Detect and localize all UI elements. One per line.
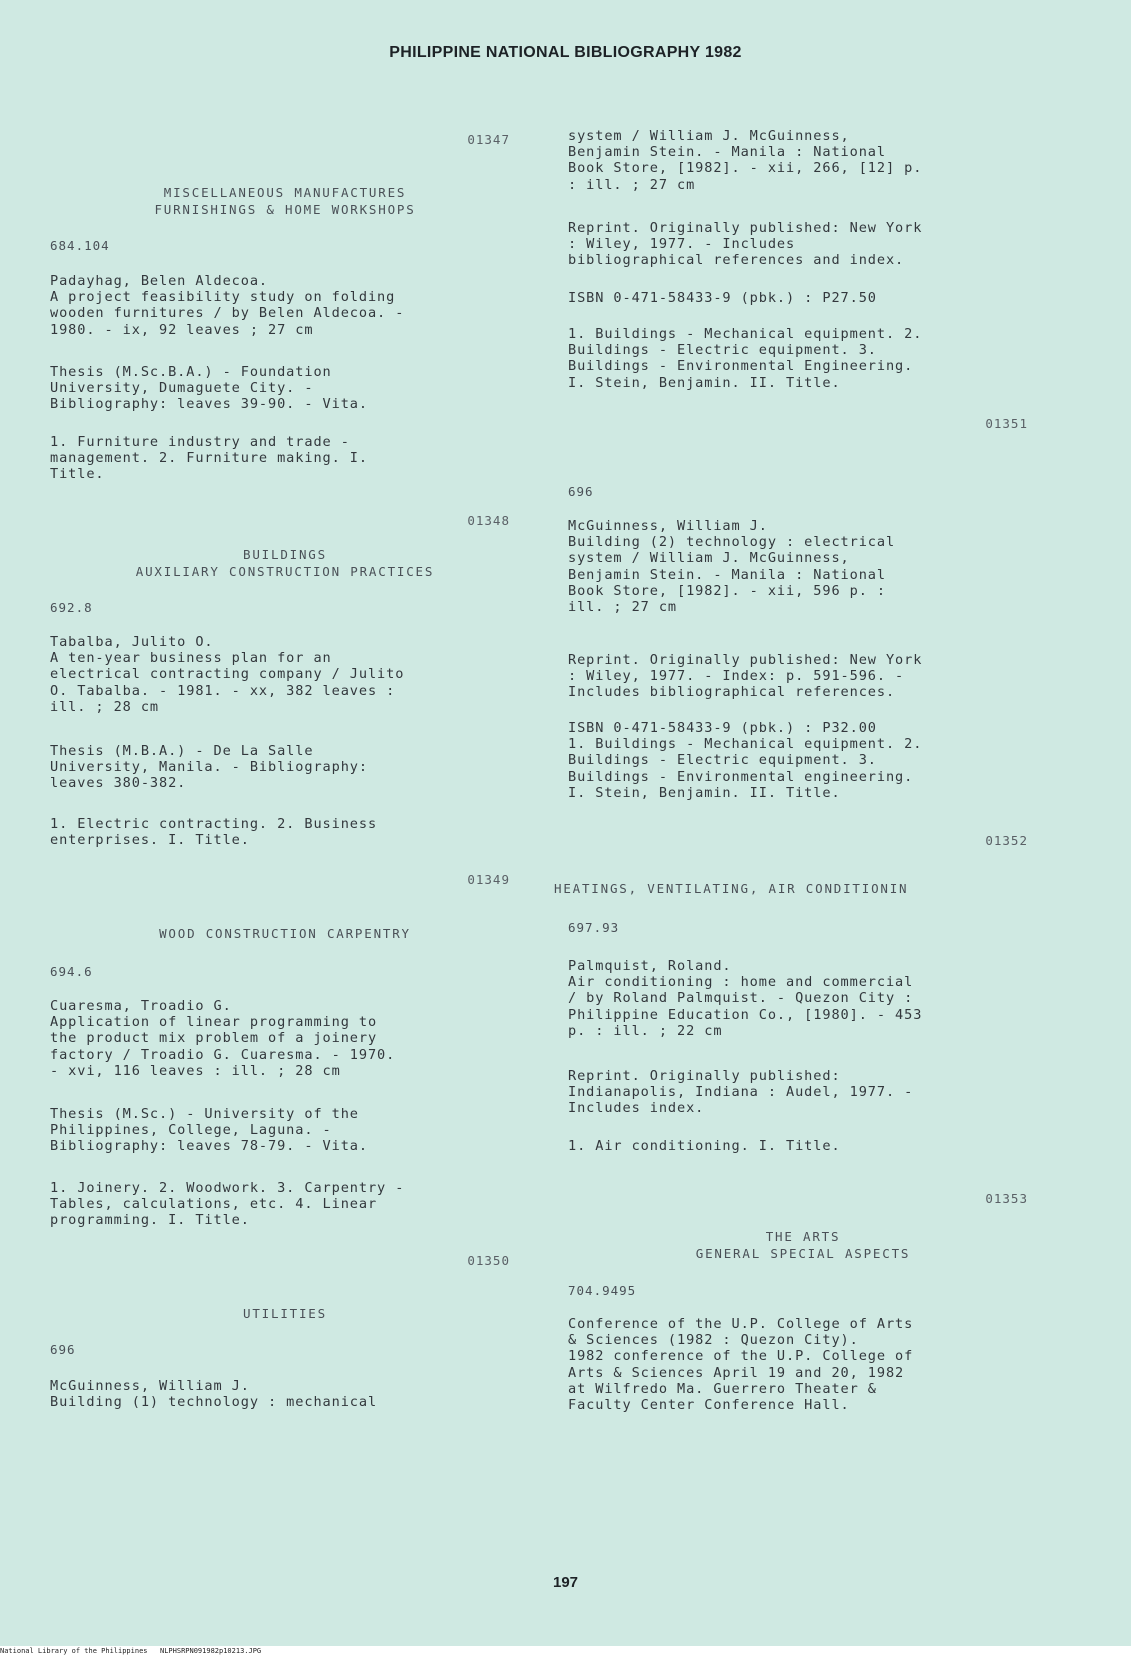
entry-number: 01347 bbox=[467, 132, 510, 147]
entry-main: Conference of the U.P. College of Arts & Sciences (1982 : Quezon City). 1982 conference of the U.P. College of Arts & Sciences April 19 and 20, 1982 at Wilfredo Ma. Guerrero Theater & Faculty Center Conference Hall. bbox=[568, 1316, 914, 1414]
entry-number: 01352 bbox=[985, 833, 1028, 848]
entry-note: Reprint. Originally published: New York : Wiley, 1977. - Includes bibliographical references and index. bbox=[568, 220, 923, 269]
heading-line: UTILITIES bbox=[243, 1306, 327, 1321]
class-number: 697.93 bbox=[568, 920, 620, 935]
section-heading bbox=[50, 1305, 520, 1322]
heading-line: HEATINGS, VENTILATING, AIR CONDITIONIN bbox=[554, 881, 909, 896]
entry-main: Cuaresma, Troadio G. Application of linear programming to the product mix problem of a joinery factory / Troadio G. Cuaresma. - 1970. - xvi, 116 leaves : ill. ; 28 cm bbox=[50, 998, 396, 1079]
page-title: PHILIPPINE NATIONAL BIBLIOGRAPHY 1982 bbox=[389, 44, 742, 61]
entry-isbn-subjects: ISBN 0-471-58433-9 (pbk.) : P32.00 1. Buildings - Mechanical equipment. 2. Buildings - Electric equipment. 3. Buildings - Environmental engineering. I. Stein, Benjamin. II. Title. bbox=[568, 720, 923, 801]
entry-main-continued: system / William J. McGuinness, Benjamin Stein. - Manila : National Book Store, [1982]. - xii, 266, [12] p. : ill. ; 27 cm bbox=[568, 128, 923, 193]
entry-main: Palmquist, Roland. Air conditioning : home and commercial / by Roland Palmquist. - Quezon City : Philippine Education Co., [1980]. - 453 p. : ill. ; 22 cm bbox=[568, 958, 923, 1039]
entry-number: 01348 bbox=[467, 513, 510, 528]
heading-line: THE ARTS bbox=[765, 1229, 841, 1244]
entry-main: Tabalba, Julito O. A ten-year business plan for an electrical contracting company / Julito O. Tabalba. - 1981. - xx, 382 leaves : ill. ; 28 cm bbox=[50, 634, 405, 715]
heading-line: BUILDINGS bbox=[243, 547, 327, 562]
entry-note: Thesis (M.Sc.) - University of the Philippines, College, Laguna. - Bibliography: leaves 78-79. - Vita. bbox=[50, 1106, 368, 1155]
class-number: 696 bbox=[568, 484, 594, 499]
section-heading bbox=[50, 184, 520, 218]
entry-number: 01350 bbox=[467, 1253, 510, 1268]
section-heading bbox=[554, 880, 1024, 897]
entry-note: Thesis (M.Sc.B.A.) - Foundation University, Dumaguete City. - Bibliography: leaves 39-90. - Vita. bbox=[50, 364, 368, 413]
entry-number: 01349 bbox=[467, 872, 510, 887]
entry-note: Thesis (M.B.A.) - De La Salle University, Manila. - Bibliography: leaves 380-382. bbox=[50, 743, 368, 792]
entry-note: Reprint. Originally published: New York : Wiley, 1977. - Index: p. 591-596. - Includes bibliographical references. bbox=[568, 652, 923, 701]
entry-main: McGuinness, William J. Building (2) technology : electrical system / William J. McGuinness, Benjamin Stein. - Manila : National Book Store, [1982]. - xii, 596 p. : ill. ; 27 cm bbox=[568, 518, 896, 616]
entry-subjects: 1. Electric contracting. 2. Business enterprises. I. Title. bbox=[50, 816, 378, 849]
class-number: 694.6 bbox=[50, 964, 93, 979]
entry-subjects: 1. Air conditioning. I. Title. bbox=[568, 1138, 841, 1154]
heading-line: WOOD CONSTRUCTION CARPENTRY bbox=[159, 926, 411, 941]
class-number: 696 bbox=[50, 1342, 76, 1357]
heading-line: AUXILIARY CONSTRUCTION PRACTICES bbox=[135, 564, 435, 579]
section-heading bbox=[568, 1228, 1038, 1262]
heading-line: MISCELLANEOUS MANUFACTURES bbox=[163, 185, 407, 200]
page-number: 197 bbox=[552, 1574, 579, 1591]
entry-main: McGuinness, William J. Building (1) technology : mechanical bbox=[50, 1378, 378, 1411]
entry-isbn: ISBN 0-471-58433-9 (pbk.) : P27.50 bbox=[568, 290, 877, 306]
footer-credit-text: National Library of the Philippines bbox=[0, 1647, 148, 1655]
entry-main: Padayhag, Belen Aldecoa. A project feasibility study on folding wooden furnitures / by Belen Aldecoa. - 1980. - ix, 92 leaves ; 27 cm bbox=[50, 273, 405, 338]
section-heading bbox=[50, 546, 520, 580]
class-number: 684.104 bbox=[50, 238, 110, 253]
footer-file-name: NLPHSRPN091982p10213.JPG bbox=[160, 1647, 262, 1655]
entry-number: 01351 bbox=[985, 416, 1028, 431]
heading-line: GENERAL SPECIAL ASPECTS bbox=[695, 1246, 911, 1261]
entry-subjects: 1. Joinery. 2. Woodwork. 3. Carpentry - Tables, calculations, etc. 4. Linear programming. I. Title. bbox=[50, 1180, 405, 1229]
entry-number: 01353 bbox=[985, 1191, 1028, 1206]
entry-note: Reprint. Originally published: Indianapolis, Indiana : Audel, 1977. - Includes index. bbox=[568, 1068, 914, 1117]
section-heading bbox=[50, 925, 520, 942]
class-number: 692.8 bbox=[50, 600, 93, 615]
heading-line: FURNISHINGS & HOME WORKSHOPS bbox=[154, 202, 416, 217]
entry-subjects: 1. Furniture industry and trade - management. 2. Furniture making. I. Title. bbox=[50, 434, 368, 483]
class-number: 704.9495 bbox=[568, 1283, 637, 1298]
entry-subjects: 1. Buildings - Mechanical equipment. 2. Buildings - Electric equipment. 3. Buildings - Environmental Engineering. I. Stein, Benjamin. II. Title. bbox=[568, 326, 923, 391]
footer-credit bbox=[0, 1647, 262, 1655]
